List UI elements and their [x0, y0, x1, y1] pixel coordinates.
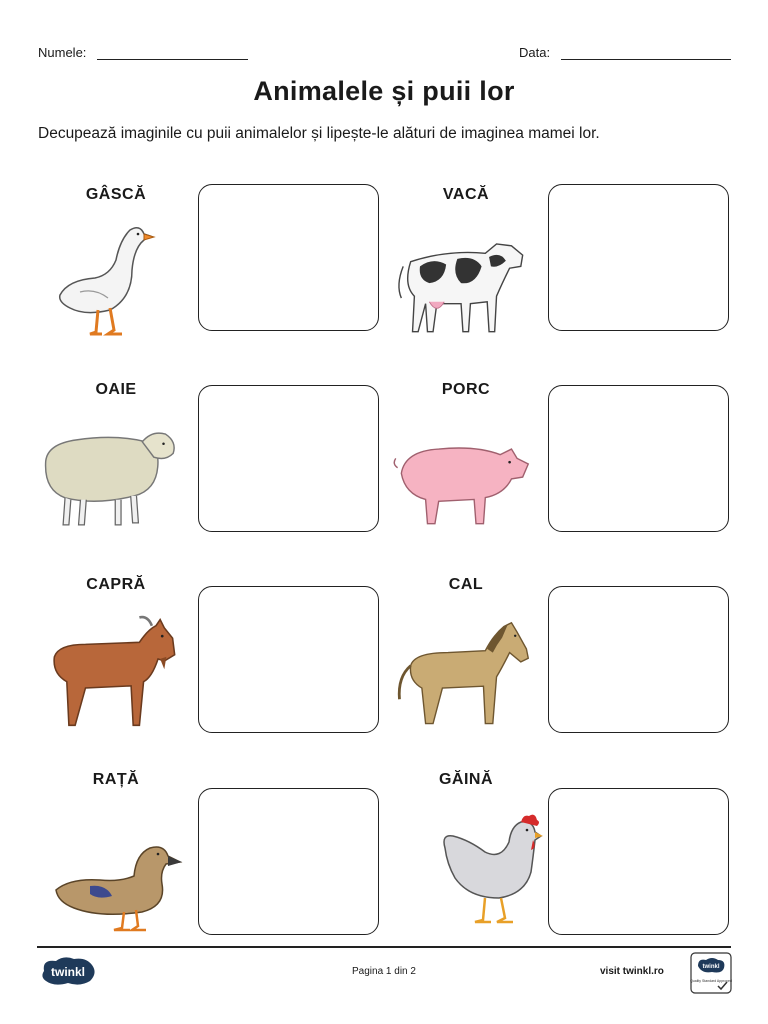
date-line[interactable] — [561, 59, 731, 60]
animal-name-horse: CAL — [448, 576, 484, 593]
name-line[interactable] — [97, 59, 248, 60]
badge-text: Quality Standard Approved — [690, 979, 732, 983]
paste-box-hen[interactable] — [548, 788, 729, 935]
badge-brand: twinkl — [702, 964, 720, 970]
horse-icon — [392, 615, 532, 735]
hen-icon — [424, 812, 564, 932]
paste-box-pig[interactable] — [548, 385, 729, 532]
goat-icon — [44, 615, 184, 735]
animal-name-sheep: OAIE — [95, 381, 137, 398]
paste-box-horse[interactable] — [548, 586, 729, 733]
cow-icon — [392, 225, 532, 345]
paste-box-duck[interactable] — [198, 788, 379, 935]
paste-box-cow[interactable] — [548, 184, 729, 331]
paste-box-sheep[interactable] — [198, 385, 379, 532]
instructions: Decupează imaginile cu puii animalelor și lipește-le alături de imaginea mamei lor. — [38, 125, 600, 142]
paste-box-goose[interactable] — [198, 184, 379, 331]
pig-icon — [392, 425, 532, 545]
visit-link[interactable]: visit twinkl.ro — [600, 966, 664, 977]
duck-icon — [50, 830, 190, 950]
page-number: Pagina 1 din 2 — [352, 966, 416, 977]
date-label: Data: — [519, 45, 551, 60]
animal-name-hen: GĂINĂ — [438, 771, 494, 788]
footer-divider — [37, 946, 731, 948]
goose-icon — [50, 220, 190, 340]
quality-badge-icon — [690, 952, 732, 994]
name-label: Numele: — [38, 45, 87, 60]
animal-name-duck: RAȚĂ — [92, 771, 140, 788]
page-title: Animalele și puii lor — [253, 76, 515, 106]
animal-name-goose: GÂSCĂ — [85, 186, 147, 203]
animal-name-cow: VACĂ — [442, 186, 490, 203]
sheep-icon — [38, 418, 178, 538]
animal-name-goat: CAPRĂ — [86, 576, 146, 593]
paste-box-goat[interactable] — [198, 586, 379, 733]
animal-name-pig: PORC — [441, 381, 491, 398]
logo-text: twinkl — [50, 965, 86, 979]
